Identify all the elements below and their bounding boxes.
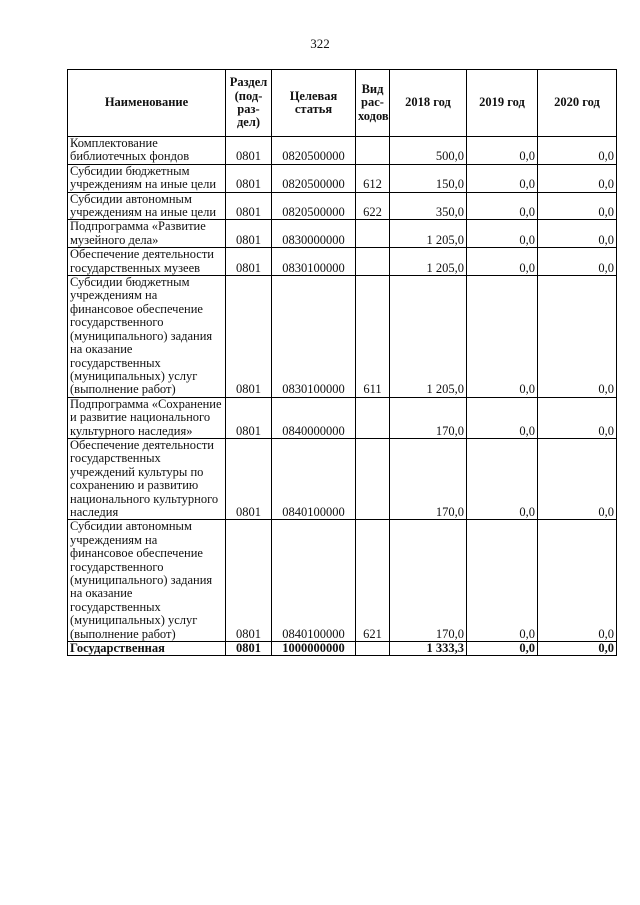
cell-2018: 1 205,0	[390, 276, 467, 398]
cell-name: Обеспечение деятельности государственных музеев	[68, 248, 226, 276]
header-section: Раздел (под-раз-дел)	[226, 70, 272, 137]
cell-2019: 0,0	[467, 248, 538, 276]
cell-2018: 500,0	[390, 137, 467, 165]
cell-2019: 0,0	[467, 520, 538, 642]
cell-section: 0801	[226, 438, 272, 519]
budget-table	[67, 69, 617, 656]
cell-name: Обеспечение деятельности государственных учреждений культуры по сохранению и развитию национального культурного наследия	[68, 438, 226, 519]
cell-2019: 0,0	[467, 276, 538, 398]
cell-expense-type	[356, 438, 390, 519]
cell-name: Комплектование библиотечных фондов	[68, 137, 226, 165]
table-row	[68, 438, 617, 519]
cell-name: Субсидии бюджетным учреждениям на финансовое обеспечение государственного (муниципального) задания на оказание государственных (муниципальных) услуг (выполнение работ)	[68, 276, 226, 398]
cell-2019: 0,0	[467, 438, 538, 519]
cell-2019: 0,0	[467, 397, 538, 438]
cell-name: Государственная	[68, 642, 226, 656]
cell-section: 0801	[226, 164, 272, 192]
header-2018: 2018 год	[390, 70, 467, 137]
cell-2020: 0,0	[538, 248, 617, 276]
cell-target: 0840100000	[272, 438, 356, 519]
cell-2019: 0,0	[467, 220, 538, 248]
cell-target: 0830000000	[272, 220, 356, 248]
table-row	[68, 642, 617, 656]
cell-target: 0840100000	[272, 520, 356, 642]
cell-section: 0801	[226, 248, 272, 276]
cell-2019: 0,0	[467, 192, 538, 220]
cell-target: 0820500000	[272, 137, 356, 165]
cell-expense-type	[356, 137, 390, 165]
cell-name: Подпрограмма «Развитие музейного дела»	[68, 220, 226, 248]
cell-section: 0801	[226, 137, 272, 165]
cell-2020: 0,0	[538, 397, 617, 438]
cell-expense-type	[356, 642, 390, 656]
cell-name: Субсидии бюджетным учреждениям на иные цели	[68, 164, 226, 192]
cell-2018: 150,0	[390, 164, 467, 192]
cell-2018: 1 205,0	[390, 220, 467, 248]
table-row	[68, 192, 617, 220]
cell-section: 0801	[226, 276, 272, 398]
cell-target: 0840000000	[272, 397, 356, 438]
cell-2018: 170,0	[390, 520, 467, 642]
cell-name: Субсидии автономным учреждениям на иные цели	[68, 192, 226, 220]
table-row	[68, 276, 617, 398]
cell-target: 0820500000	[272, 164, 356, 192]
cell-target: 0830100000	[272, 248, 356, 276]
cell-expense-type: 621	[356, 520, 390, 642]
cell-2020: 0,0	[538, 642, 617, 656]
cell-2020: 0,0	[538, 137, 617, 165]
table-header-row	[68, 70, 617, 137]
cell-2018: 170,0	[390, 397, 467, 438]
cell-2019: 0,0	[467, 642, 538, 656]
cell-section: 0801	[226, 220, 272, 248]
cell-2018: 1 333,3	[390, 642, 467, 656]
cell-2020: 0,0	[538, 520, 617, 642]
cell-expense-type	[356, 220, 390, 248]
cell-target: 0820500000	[272, 192, 356, 220]
cell-expense-type	[356, 397, 390, 438]
table-row	[68, 220, 617, 248]
header-name: Наименование	[68, 70, 226, 137]
table-row	[68, 248, 617, 276]
cell-section: 0801	[226, 397, 272, 438]
cell-2020: 0,0	[538, 438, 617, 519]
cell-2020: 0,0	[538, 164, 617, 192]
table-row	[68, 520, 617, 642]
cell-expense-type: 622	[356, 192, 390, 220]
page-number: 322	[310, 36, 330, 51]
cell-2020: 0,0	[538, 220, 617, 248]
cell-2019: 0,0	[467, 137, 538, 165]
header-expense-type: Вид рас-ходов	[356, 70, 390, 137]
cell-2020: 0,0	[538, 276, 617, 398]
cell-target: 0830100000	[272, 276, 356, 398]
cell-target: 1000000000	[272, 642, 356, 656]
cell-2018: 350,0	[390, 192, 467, 220]
table-row	[68, 137, 617, 165]
cell-section: 0801	[226, 642, 272, 656]
cell-expense-type: 612	[356, 164, 390, 192]
cell-2018: 1 205,0	[390, 248, 467, 276]
header-target: Целевая статья	[272, 70, 356, 137]
table-row	[68, 397, 617, 438]
cell-name: Субсидии автономным учреждениям на финансовое обеспечение государственного (муниципального) задания на оказание государственных (муниципальных) услуг (выполнение работ)	[68, 520, 226, 642]
header-2019: 2019 год	[467, 70, 538, 137]
cell-2018: 170,0	[390, 438, 467, 519]
cell-2020: 0,0	[538, 192, 617, 220]
cell-expense-type: 611	[356, 276, 390, 398]
cell-section: 0801	[226, 192, 272, 220]
cell-2019: 0,0	[467, 164, 538, 192]
header-2020: 2020 год	[538, 70, 617, 137]
cell-name: Подпрограмма «Сохранение и развитие национального культурного наследия»	[68, 397, 226, 438]
cell-section: 0801	[226, 520, 272, 642]
cell-expense-type	[356, 248, 390, 276]
table-row	[68, 164, 617, 192]
